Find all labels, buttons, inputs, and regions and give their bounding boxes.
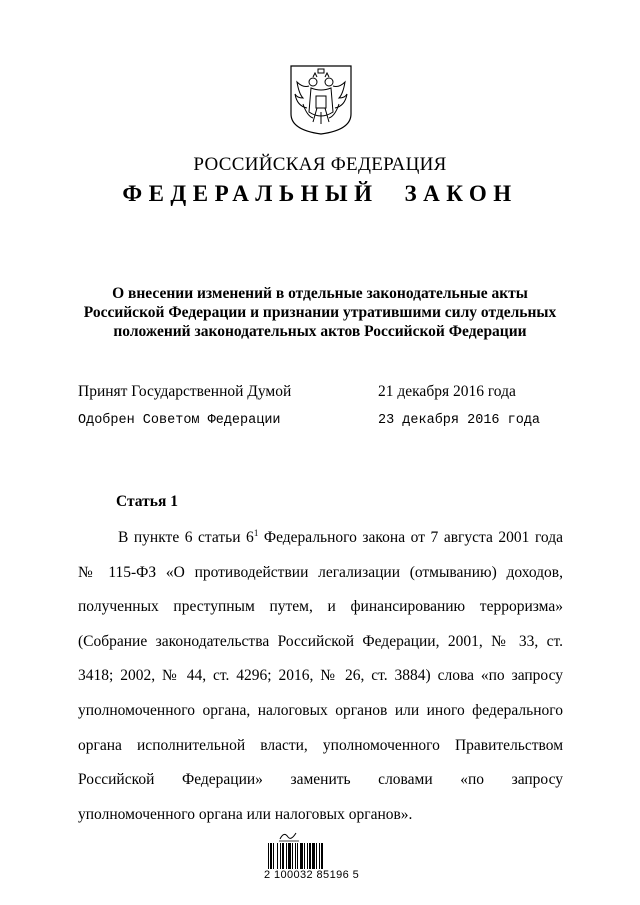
subject-line-1: О внесении изменений в отдельные законодательные акты: [112, 285, 528, 302]
barcode-number: 2 100032 85196 5: [264, 869, 360, 881]
article-heading: Статья 1: [116, 493, 178, 510]
document-mark-icon: [278, 829, 300, 843]
article-text-part-1: В пункте 6 статьи 6: [118, 529, 254, 546]
barcode-icon: [268, 843, 360, 869]
article-superscript: 1: [253, 528, 259, 538]
subject-line-3: положений законодательных актов Российской Федерации: [113, 323, 527, 340]
law-title-word-federal: ФЕДЕРАЛЬНЫЙ: [122, 181, 379, 206]
law-title-word-law: ЗАКОН: [404, 181, 518, 206]
article-text: [78, 521, 563, 832]
council-approval-date: 23 декабря 2016 года: [378, 413, 541, 428]
duma-adoption-label: Принят Государственной Думой: [78, 383, 292, 400]
duma-adoption-date: 21 декабря 2016 года: [378, 383, 516, 400]
law-subject: [60, 284, 580, 341]
country-name: РОССИЙСКАЯ ФЕДЕРАЦИЯ: [193, 154, 447, 175]
council-approval-label: Одобрен Советом Федерации: [78, 413, 281, 428]
article-text-part-2: Федерального закона от 7 августа 2001 года № 115-ФЗ «О противодействии легализации (отмыванию) доходов, полученных преступным путем, и финансированию терроризма» (Собрание законодательства Российской Федерации, 2001, № 33, ст. 3418; 2002, № 44, ст. 4296; 2016, № 26, ст. 3884) слова «по запросу уполномоченного органа, налоговых органов или иного федерального органа исполнительной власти, уполномоченного Правительством Российской Федерации» заменить словами «по запросу уполномоченного органа или налоговых органов».: [78, 529, 563, 823]
subject-line-2: Российской Федерации и признании утратившими силу отдельных: [83, 304, 557, 321]
law-title: [0, 181, 640, 207]
coat-of-arms-icon: [289, 64, 353, 136]
